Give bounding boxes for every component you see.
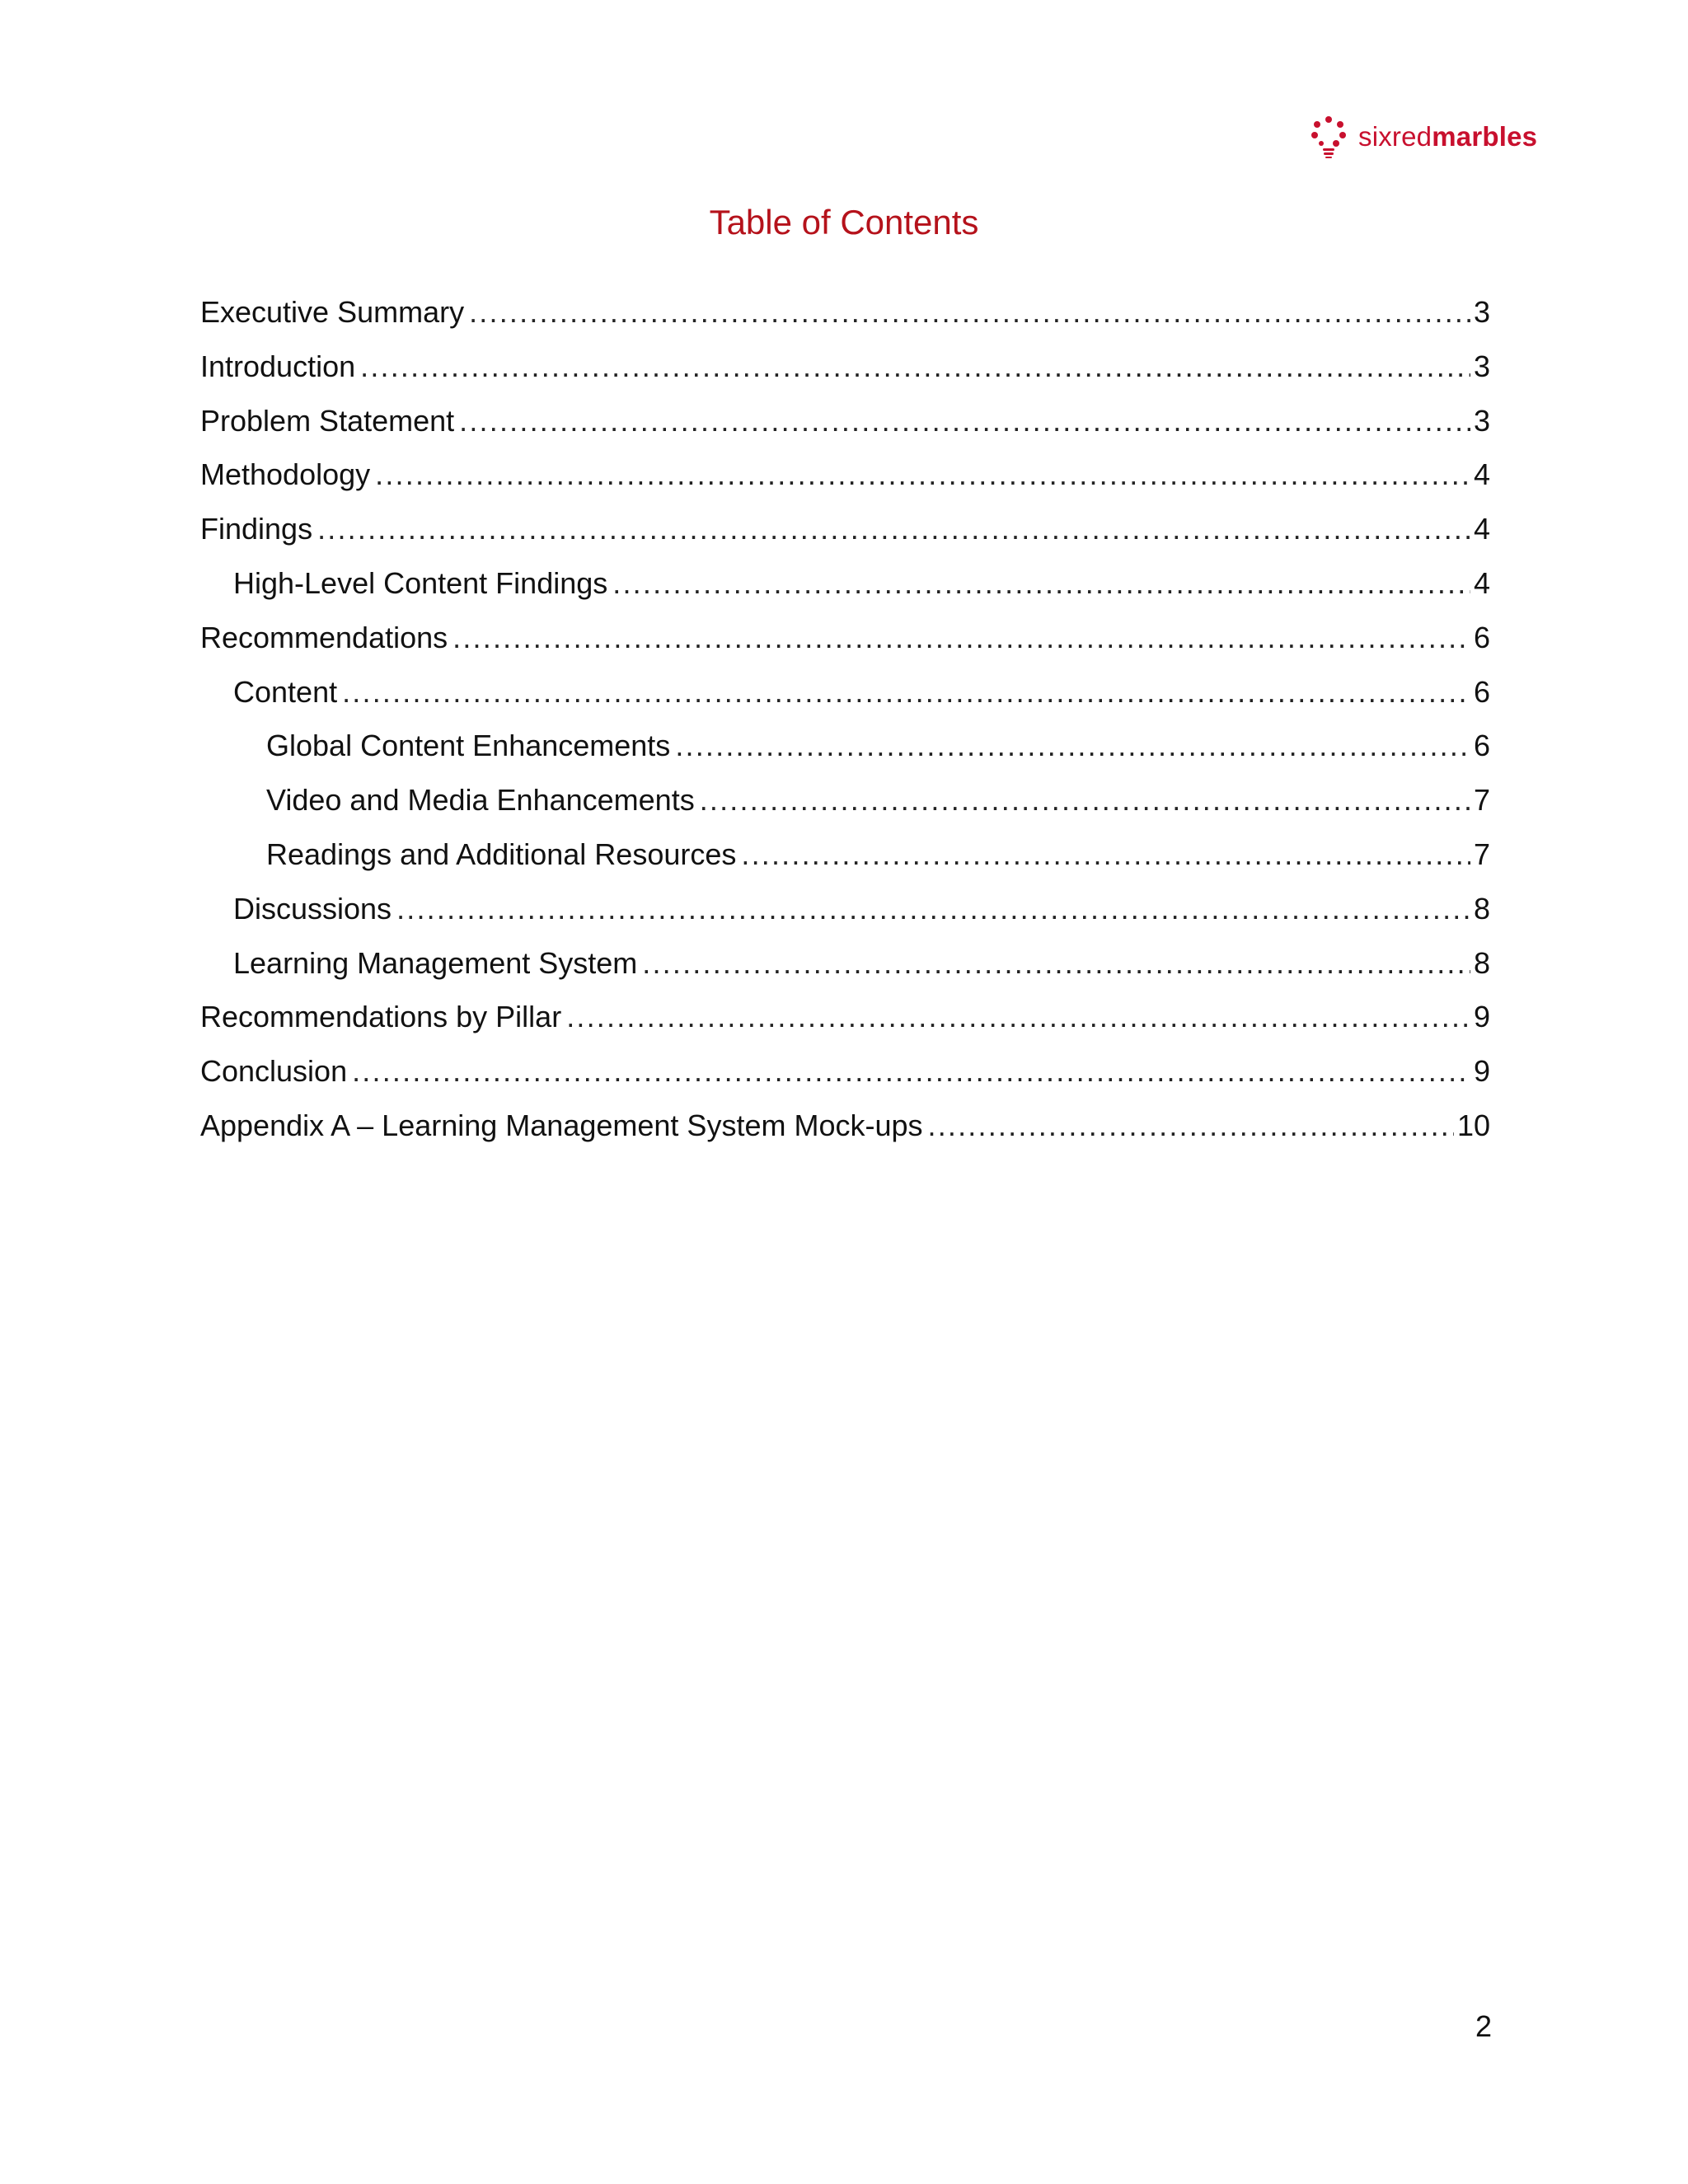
logo-text-part2: marbles	[1432, 121, 1538, 152]
toc-dot-leader	[469, 285, 1470, 340]
toc-entry-page: 8	[1473, 945, 1490, 980]
toc-entry-label: Methodology	[200, 457, 371, 492]
toc-entry-page: 6	[1473, 729, 1490, 763]
toc-dot-leader	[375, 448, 1470, 502]
company-logo	[1311, 115, 1537, 158]
toc-entry-label: Recommendations	[200, 620, 448, 654]
toc-entry-page: 3	[1473, 295, 1490, 329]
toc-entry-label: Executive Summary	[200, 295, 465, 329]
toc-entry[interactable]	[200, 773, 1490, 827]
toc-entry[interactable]	[200, 1044, 1490, 1099]
toc-entry-page: 7	[1473, 837, 1490, 871]
toc-entry[interactable]	[200, 882, 1490, 936]
toc-entry-label: Problem Statement	[200, 403, 455, 438]
toc-dot-leader	[452, 611, 1470, 665]
toc-entry-page: 4	[1473, 457, 1490, 492]
toc-dot-leader	[342, 665, 1470, 719]
toc-entry-page: 10	[1456, 1108, 1490, 1142]
toc-dot-leader	[741, 827, 1470, 882]
toc-entry-label: Readings and Additional Resources	[266, 837, 737, 871]
toc-dot-leader	[700, 773, 1470, 827]
toc-entry[interactable]	[200, 285, 1490, 340]
toc-entry[interactable]	[200, 936, 1490, 991]
toc-entry-label: Global Content Enhancements	[266, 729, 671, 763]
toc-entry-label: Conclusion	[200, 1054, 348, 1089]
toc-dot-leader	[928, 1099, 1454, 1153]
toc-entry[interactable]	[200, 340, 1490, 394]
toc-entry-label: Discussions	[233, 891, 392, 926]
toc-dot-leader	[642, 936, 1470, 991]
toc-dot-leader	[396, 882, 1470, 936]
page-number: 2	[1475, 2009, 1492, 2043]
toc-entry[interactable]	[200, 827, 1490, 882]
toc-entry[interactable]	[200, 611, 1490, 665]
toc-entry-label: Findings	[200, 512, 313, 546]
toc-entry-page: 3	[1473, 403, 1490, 438]
toc-entry[interactable]	[200, 990, 1490, 1044]
toc-dot-leader	[352, 1044, 1470, 1099]
toc-dot-leader	[675, 719, 1470, 773]
logo-text-part1: sixred	[1358, 121, 1432, 152]
toc-entry[interactable]	[200, 719, 1490, 773]
toc-entry[interactable]	[200, 1099, 1490, 1153]
lightbulb-marbles-icon	[1311, 115, 1347, 158]
toc-dot-leader	[317, 502, 1470, 556]
toc-entry-label: Introduction	[200, 349, 356, 383]
toc-dot-leader	[459, 394, 1470, 448]
toc-entry-label: Recommendations by Pillar	[200, 1000, 562, 1034]
toc-dot-leader	[612, 556, 1470, 611]
toc-entry[interactable]	[200, 665, 1490, 719]
table-of-contents	[200, 285, 1490, 1153]
toc-dot-leader	[566, 990, 1470, 1044]
toc-entry-label: Appendix A – Learning Management System Mock-ups	[200, 1108, 923, 1142]
logo-wordmark	[1358, 121, 1537, 152]
toc-entry[interactable]	[200, 394, 1490, 448]
toc-entry-page: 6	[1473, 674, 1490, 709]
toc-entry-page: 3	[1473, 349, 1490, 383]
toc-title: Table of Contents	[709, 203, 979, 241]
toc-entry-page: 4	[1473, 512, 1490, 546]
toc-entry-page: 9	[1473, 1000, 1490, 1034]
toc-entry[interactable]	[200, 502, 1490, 556]
toc-entry-page: 6	[1473, 620, 1490, 654]
toc-entry[interactable]	[200, 448, 1490, 502]
toc-dot-leader	[360, 340, 1470, 394]
toc-entry-label: Video and Media Enhancements	[266, 783, 695, 818]
toc-entry-page: 7	[1473, 783, 1490, 818]
toc-entry-label: High-Level Content Findings	[233, 565, 608, 600]
toc-entry[interactable]	[200, 556, 1490, 611]
toc-entry-label: Content	[233, 674, 338, 709]
toc-entry-label: Learning Management System	[233, 945, 638, 980]
toc-entry-page: 9	[1473, 1054, 1490, 1089]
toc-entry-page: 4	[1473, 565, 1490, 600]
toc-entry-page: 8	[1473, 891, 1490, 926]
